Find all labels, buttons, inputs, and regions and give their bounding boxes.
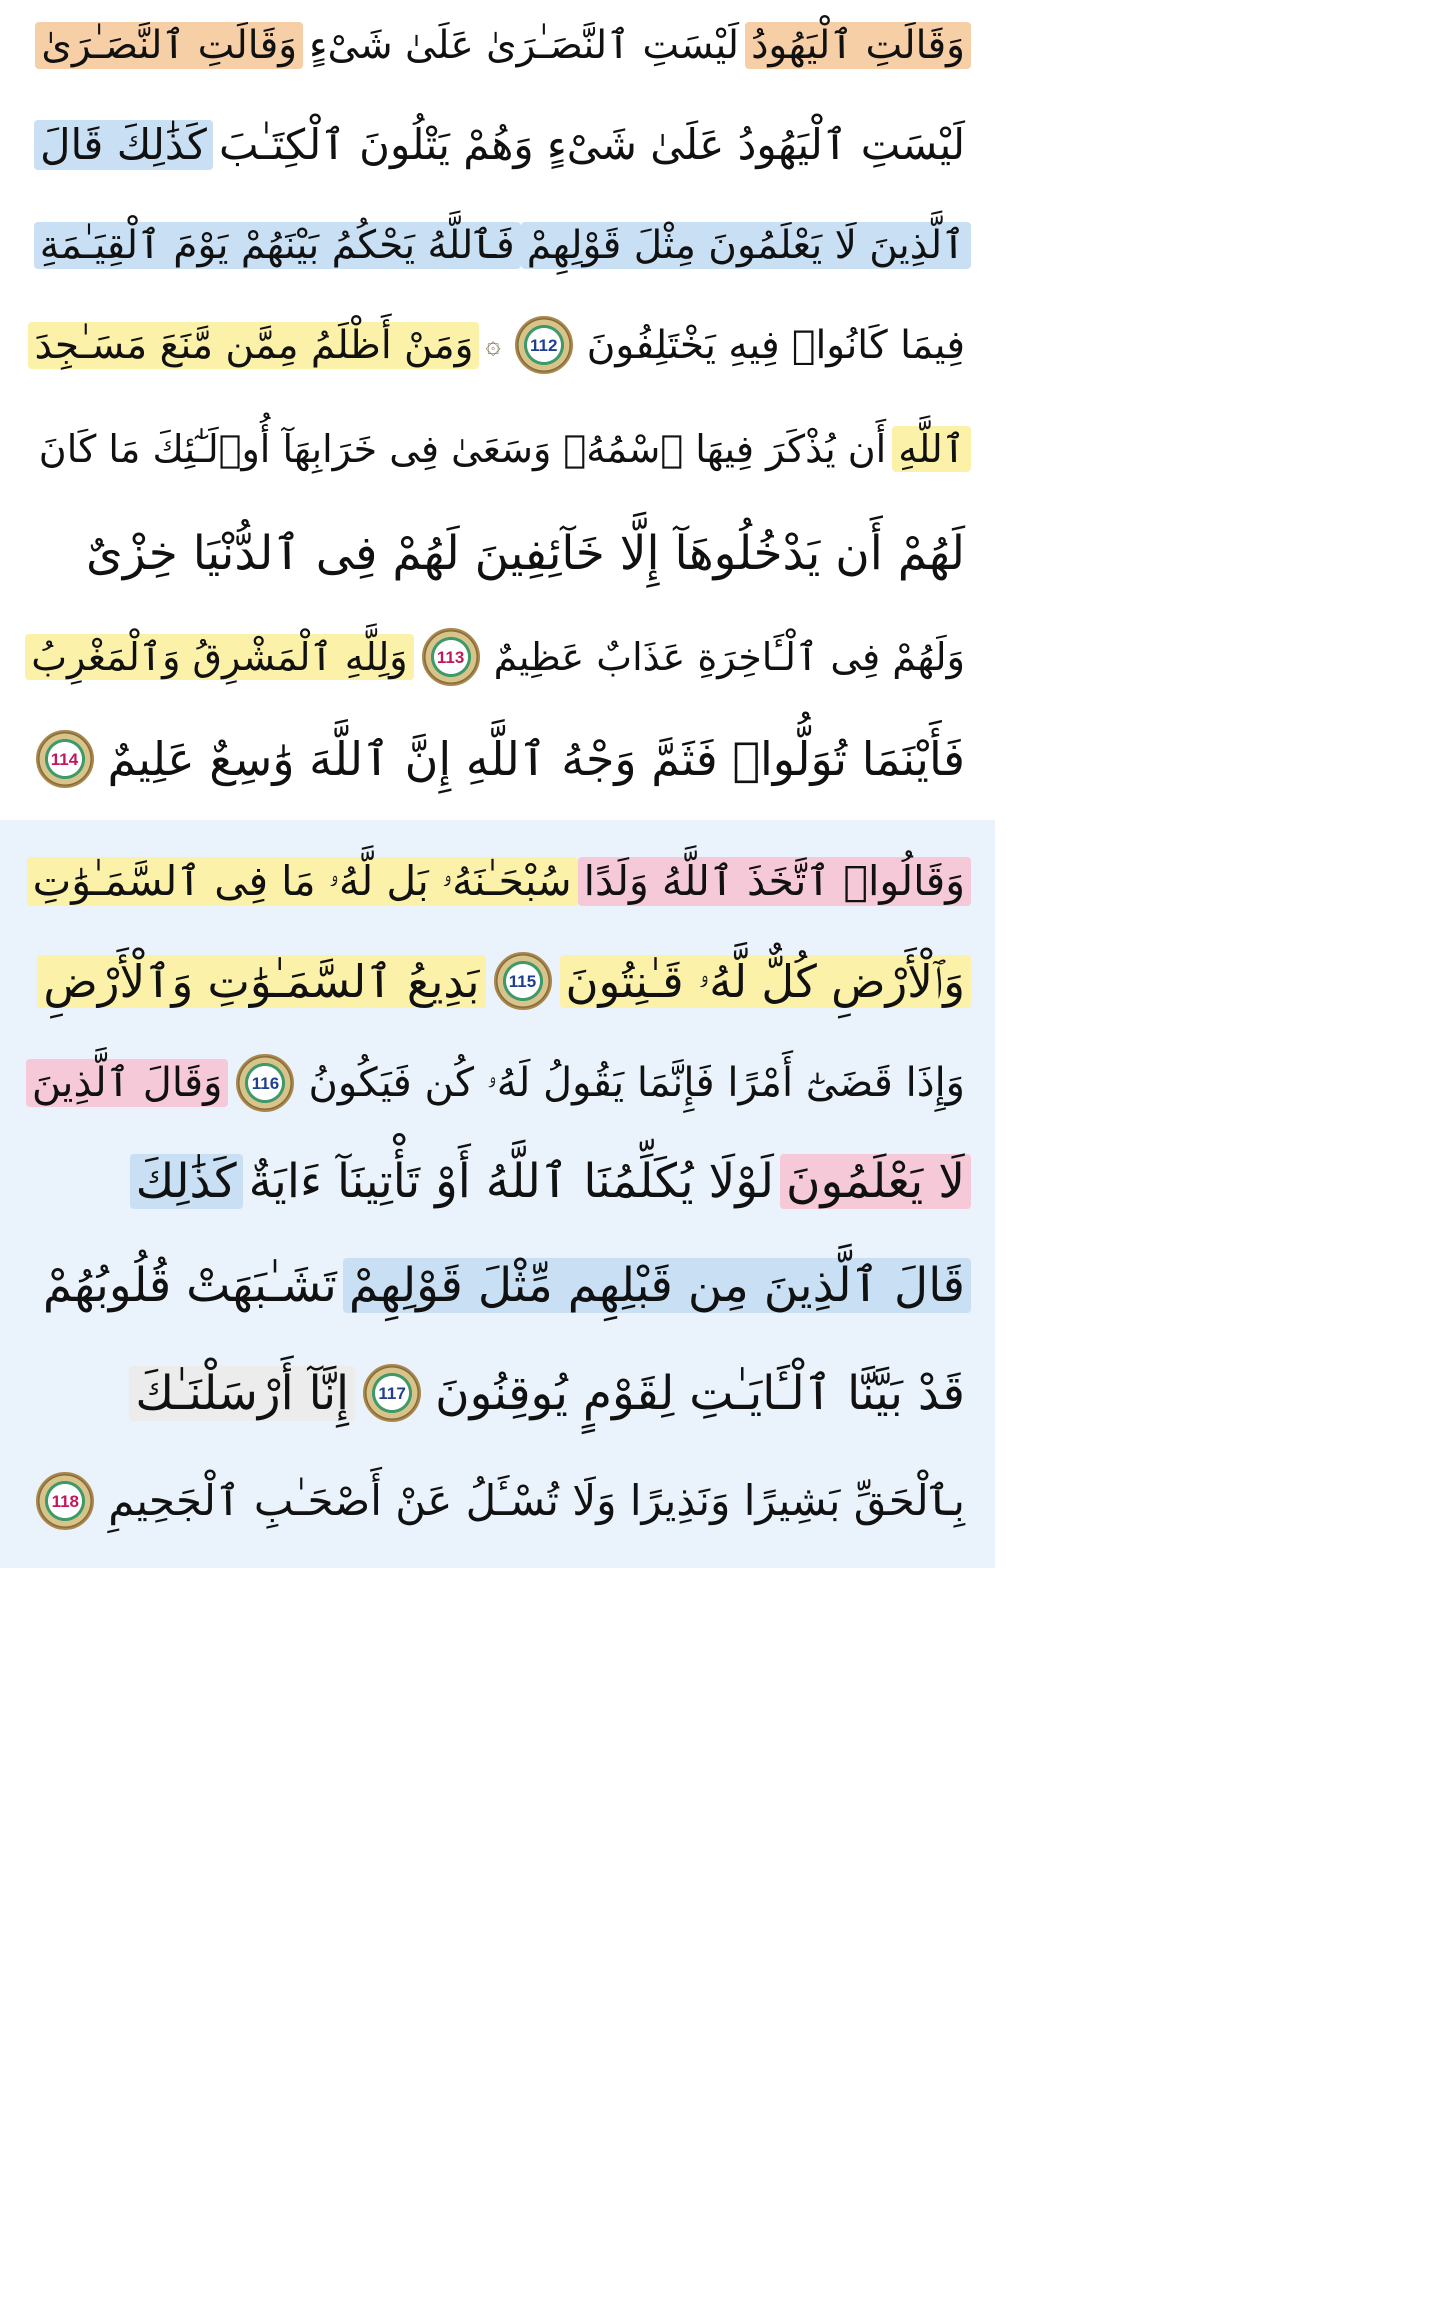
text-segment: بِٱلْحَقِّ بَشِيرًا وَنَذِيرًا وَلَا تُسْـَٔلُ عَنْ أَصْحَـٰبِ ٱلْجَحِيمِ [108,1476,965,1525]
ayah-end-marker [36,730,94,788]
text-segment: لَيْسَتِ ٱلْيَهُودُ عَلَىٰ شَىْءٍ وَهُمْ يَتْلُونَ ٱلْكِتَـٰبَ [218,120,965,169]
ayah-end-marker [36,1472,94,1530]
highlight-segment: وَلِلَّهِ ٱلْمَشْرِقُ وَٱلْمَغْرِبُ [25,634,413,680]
ayah-number: 113 [436,647,465,667]
text-line-4 [24,304,971,386]
text-line-8 [24,718,971,800]
ayah-end-marker [363,1364,421,1422]
text-line-1 [24,4,971,86]
text-segment: أَن يُذْكَرَ فِيهَا ٱسْمُهُۥ وَسَعَىٰ فِى خَرَابِهَآ أُو۟لَـٰٓئِكَ مَا كَانَ [38,427,887,471]
text-segment: فِيمَا كَانُوا۟ فِيهِ يَخْتَلِفُونَ [586,322,965,368]
highlight-segment: فَٱللَّهُ يَحْكُمُ بَيْنَهُمْ يَوْمَ ٱلْقِيَـٰمَةِ [34,222,521,269]
ayah-end-marker [422,628,480,686]
text-line-14 [24,1352,971,1434]
text-line-6 [24,512,971,594]
text-segment: تَشَـٰبَهَتْ قُلُوبُهُمْ [42,1257,337,1313]
ayah-end-marker [515,316,573,374]
highlight-segment: سُبْحَـٰنَهُۥ بَل لَّهُۥ مَا فِى ٱلسَّمَـٰوَٰتِ [27,857,578,906]
text-line-15 [24,1460,971,1542]
text-segment: فَأَيْنَمَا تُوَلُّوا۟ فَثَمَّ وَجْهُ ٱللَّهِ إِنَّ ٱللَّهَ وَٰسِعٌ عَلِيمٌ [107,732,965,786]
ayah-number: 115 [508,971,537,991]
highlight-segment: ٱللَّهِ [892,426,971,472]
text-line-3 [24,204,971,286]
rub-el-hizb-icon: ۞ [485,330,501,360]
highlight-segment: لَا يَعْلَمُونَ [780,1154,971,1209]
text-line-9 [24,840,971,922]
ayah-end-marker [494,952,552,1010]
text-line-7 [24,616,971,698]
highlight-segment: وَقَالَتِ ٱلنَّصَـٰرَىٰ [35,22,303,69]
text-line-5 [24,408,971,490]
text-line-10 [24,940,971,1022]
ayah-number: 114 [50,749,79,769]
text-segment: لَيْسَتِ ٱلنَّصَـٰرَىٰ عَلَىٰ شَىْءٍ [309,22,740,68]
ayah-number: 117 [378,1383,406,1403]
text-segment: وَإِذَا قَضَىٰٓ أَمْرًا فَإِنَّمَا يَقُولُ لَهُۥ كُن فَيَكُونُ [308,1060,965,1106]
text-line-11 [24,1042,971,1124]
highlight-segment: وَمَنْ أَظْلَمُ مِمَّن مَّنَعَ مَسَـٰجِدَ [28,322,479,369]
highlight-segment: وَٱلْأَرْضِ كُلٌّ لَّهُۥ قَـٰنِتُونَ [560,955,972,1008]
highlight-segment: إِنَّآ أَرْسَلْنَـٰكَ [129,1366,355,1421]
text-line-2 [24,104,971,186]
ayah-end-marker [236,1054,294,1112]
quran-page [0,0,995,1568]
highlight-segment: كَذَٰلِكَ [130,1154,243,1209]
ayah-number: 112 [530,335,558,355]
highlight-segment: كَذَٰلِكَ قَالَ [34,120,213,170]
text-segment: لَهُمْ أَن يَدْخُلُوهَآ إِلَّا خَآئِفِينَ لَهُمْ فِى ٱلدُّنْيَا خِزْىٌ [86,525,965,581]
text-segment: قَدْ بَيَّنَّا ٱلْـَٔايَـٰتِ لِقَوْمٍ يُوقِنُونَ [435,1365,965,1421]
highlight-segment: وَقَالَ ٱلَّذِينَ [26,1059,229,1107]
text-line-12 [24,1140,971,1222]
text-line-13 [24,1244,971,1326]
highlight-segment: قَالَ ٱلَّذِينَ مِن قَبْلِهِم مِّثْلَ قَوْلِهِمْ [343,1258,971,1313]
highlight-segment: وَقَالَتِ ٱلْيَهُودُ [745,22,971,69]
ayah-number: 118 [51,1491,80,1511]
text-segment: لَوْلَا يُكَلِّمُنَا ٱللَّهُ أَوْ تَأْتِينَآ ءَايَةٌ [248,1153,774,1209]
highlight-segment: ٱلَّذِينَ لَا يَعْلَمُونَ مِثْلَ قَوْلِهِمْ [521,222,971,269]
highlight-segment: بَدِيعُ ٱلسَّمَـٰوَٰتِ وَٱلْأَرْضِ [37,955,485,1008]
highlight-segment: وَقَالُوا۟ ٱتَّخَذَ ٱللَّهُ وَلَدًا [578,857,971,906]
ayah-number: 116 [251,1073,280,1093]
text-segment: وَلَهُمْ فِى ٱلْـَٔاخِرَةِ عَذَابٌ عَظِيمٌ [493,635,965,679]
